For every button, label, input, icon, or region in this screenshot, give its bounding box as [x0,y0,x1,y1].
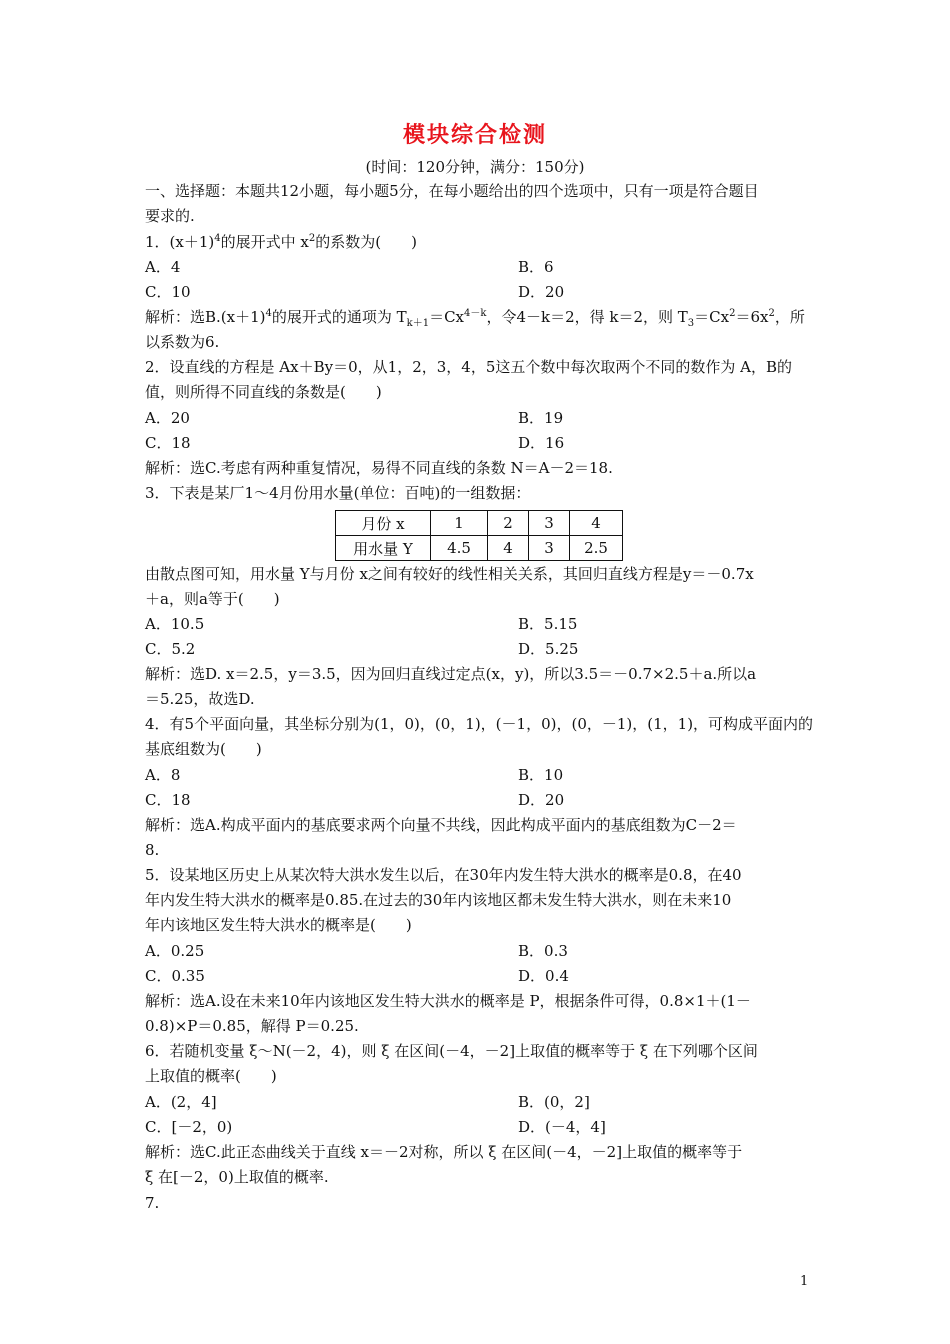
question-4-stem-cont: 基底组数为( ) [145,740,262,758]
q5-solution-cont: 0.8)×P＝0.85，解得 P＝0.25. [145,1017,359,1035]
page-title: 模块综合检测 [402,122,547,148]
table-cell: 2.5 [570,536,623,561]
q6-option-b: B．(0，2] [518,1093,590,1111]
question-3-stem-cont: 由散点图可知，用水量 Y与月份 x之间有较好的线性相关关系，其回归直线方程是y＝－0.7x [145,565,754,583]
question-3-stem: 3．下表是某厂1～4月份用水量(单位：百吨)的一组数据： [145,484,531,502]
q3-solution-cont: ＝5.25，故选D. [145,690,255,708]
question-5-stem: 5．设某地区历史上从某次特大洪水发生以后，在30年内发生特大洪水的概率是0.8，在40 [145,866,742,884]
q3-solution: 解析：选D. x＝2.5，y＝3.5，因为回归直线过定点(x，y)，所以3.5＝－0.7×2.5＋a.所以a [145,665,757,683]
q2-option-b: B．19 [518,409,564,427]
q2-option-d: D．16 [518,434,565,452]
table-cell: 4 [570,511,623,536]
q4-solution-cont: 8. [145,841,160,859]
table-cell: 4.5 [431,536,488,561]
question-4-stem: 4．有5个平面向量，其坐标分别为(1，0)，(0，1)，(－1，0)，(0，－1)，(1，1)，可构成平面内的 [145,715,814,733]
table-cell: 2 [488,511,529,536]
question-6-stem: 6．若随机变量 ξ～N(－2，4)，则 ξ 在区间(－4，－2]上取值的概率等于 ξ 在下列哪个区间 [145,1042,758,1060]
table-cell: 4 [488,536,529,561]
question-7-number: 7. [145,1194,160,1212]
q5-option-c: C．0.35 [145,967,205,985]
q6-solution-cont: ξ 在[－2，0)上取值的概率. [145,1168,329,1186]
table-cell: 1 [431,511,488,536]
water-usage-table [335,510,623,561]
table-row [336,511,623,536]
q1-option-d: D．20 [518,283,565,301]
table-cell: 3 [529,536,570,561]
q5-option-d: D．0.4 [518,967,569,985]
q2-option-a: A．20 [145,409,190,427]
question-2-stem: 2．设直线的方程是 Ax＋By＝0，从1，2，3，4，5这五个数中每次取两个不同的数作为 A，B的 [145,358,792,376]
q6-solution: 解析：选C.此正态曲线关于直线 x＝－2对称，所以 ξ 在区间(－4，－2]上取值的概率等于 [145,1143,743,1161]
table-cell: 用水量 Y [336,536,431,561]
q3-option-c: C．5.2 [145,640,196,658]
q1-option-b: B．6 [518,258,554,276]
q5-option-b: B．0.3 [518,942,568,960]
table-row [336,536,623,561]
q4-option-c: C．18 [145,791,191,809]
q1-solution-cont: 以系数为6. [145,333,220,351]
q2-option-c: C．18 [145,434,191,452]
q3-option-d: D．5.25 [518,640,579,658]
section-instructions: 一、选择题：本题共12小题，每小题5分，在每小题给出的四个选项中，只有一项是符合题目 [145,182,759,200]
q3-option-b: B．5.15 [518,615,578,633]
q1-option-a: A．4 [145,258,181,276]
q1-option-c: C．10 [145,283,191,301]
q5-solution: 解析：选A.设在未来10年内该地区发生特大洪水的概率是 P，根据条件可得，0.8×1＋(1－ [145,992,751,1010]
exam-info: (时间：120分钟，满分：150分) [365,158,585,176]
table-cell: 3 [529,511,570,536]
question-5-stem-end: 年内该地区发生特大洪水的概率是( ) [145,916,412,934]
q4-option-d: D．20 [518,791,565,809]
section-instructions-cont: 要求的. [145,207,195,225]
q4-solution: 解析：选A.构成平面内的基底要求两个向量不共线，因此构成平面内的基底组数为C－2＝ [145,816,737,834]
q6-option-d: D．(－4，4] [518,1118,606,1136]
q2-solution: 解析：选C.考虑有两种重复情况，易得不同直线的条数 N＝A－2＝18. [145,459,613,477]
q3-option-a: A．10.5 [145,615,205,633]
q1-solution: 解析：选$B.(x+1)^4$的展开式的通项为 $T_{k+1}=Cx^{4-k}$，令4－k＝2，得 k＝2，则 $T_3=Cx^2=6x^2$，所 [145,308,805,329]
table-cell: 月份 x [336,511,431,536]
q4-option-a: A．8 [145,766,181,784]
question-6-stem-cont: 上取值的概率( ) [145,1067,277,1085]
question-1-stem: 1．$(x+1)^4$的展开式中 $x^2$的系数为( ) [145,233,417,251]
question-2-stem-cont: 值，则所得不同直线的条数是( ) [145,383,382,401]
q4-option-b: B．10 [518,766,564,784]
question-3-stem-end: ＋a，则a等于( ) [145,590,280,608]
q6-option-c: C．[－2，0) [145,1118,233,1136]
question-5-stem-cont: 年内发生特大洪水的概率是0.85.在过去的30年内该地区都未发生特大洪水，则在未来10 [145,891,732,909]
page-number: 1 [800,1274,809,1289]
q6-option-a: A．(2，4] [145,1093,217,1111]
q5-option-a: A．0.25 [145,942,205,960]
